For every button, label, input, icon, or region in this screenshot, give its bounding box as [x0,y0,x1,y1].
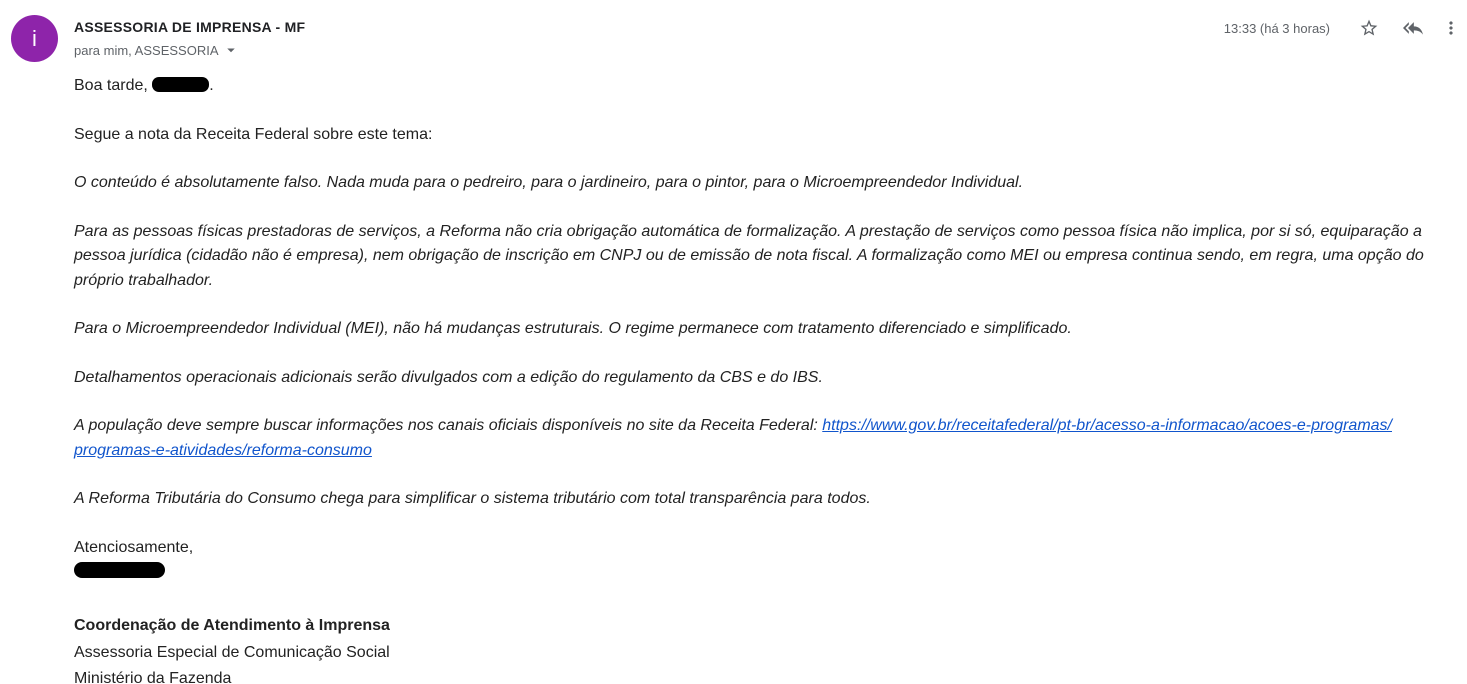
official-channels-text: A população deve sempre buscar informações nos canais oficiais disponíveis no site da Receita Federal: [74,417,823,434]
signature-department: Coordenação de Atendimento à Imprensa [74,617,390,634]
timestamp: 13:33 (há 3 horas) [1223,20,1330,36]
star-button[interactable] [1347,6,1391,50]
greeting-text: Boa tarde, [74,77,153,94]
more-vertical-icon [1441,18,1461,38]
signature-office: Assessoria Especial de Comunicação Social [74,643,390,661]
sender-name: ASSESSORIA DE IMPRENSA - MF [74,19,306,35]
signature-block [74,613,1438,684]
recipients-label: para mim, ASSESSORIA [74,42,219,58]
signature-name-line [74,562,1438,582]
sender-block [74,18,305,59]
official-channels-paragraph [74,414,1438,463]
greeting-period: . [209,77,214,94]
reply-all-icon [1403,18,1423,38]
avatar-letter: i [32,25,37,51]
redacted-signature-name [74,562,165,578]
greeting-line [74,74,1438,99]
redacted-recipient-name [152,77,209,92]
link-line-1: https://www.gov.br/receitafederal/pt-br/acesso-a-informacao/acoes-e-programas/ [822,417,1392,434]
header-actions [1224,6,1467,50]
more-options-button[interactable] [1435,6,1467,50]
note-paragraph-2: Para as pessoas físicas prestadoras de serviços, a Reforma não cria obrigação automática de formalização. A prestação de serviços como pessoa física não implica, por si só, equiparação a pessoa jurídica (cidadão não é empresa), nem obrigação de inscrição em CNPJ ou de emissão de nota fiscal. A formalização como MEI ou empresa continua sendo, em regra, uma opção do próprio trabalhador. [74,222,1424,289]
note-paragraph-4: Detalhamentos operacionais adicionais serão divulgados com a edição do regulamento da CBS e do IBS. [74,368,823,386]
chevron-down-icon[interactable] [222,41,240,59]
link-line-2: programas-e-atividades/reforma-consumo [74,441,372,459]
closing-note: A Reforma Tributária do Consumo chega para simplificar o sistema tributário com total transparência para todos. [74,490,871,507]
avatar[interactable] [11,15,58,62]
reply-all-button[interactable] [1391,6,1435,50]
email-body [0,64,1467,684]
intro-line: Segue a nota da Receita Federal sobre este tema: [74,125,433,143]
recipients-toggle[interactable] [74,41,305,59]
signature-ministry: Ministério da Fazenda [74,670,232,684]
email-header [0,0,1467,64]
star-outline-icon [1359,18,1379,38]
signoff: Atenciosamente, [74,538,194,556]
note-paragraph-3: Para o Microempreendedor Individual (MEI), não há mudanças estruturais. O regime permanece com tratamento diferenciado e simplificado. [74,320,1072,337]
note-paragraph-1: O conteúdo é absolutamente falso. Nada muda para o pedreiro, para o jardineiro, para o pintor, para o Microempreendedor Individual. [74,174,1024,191]
